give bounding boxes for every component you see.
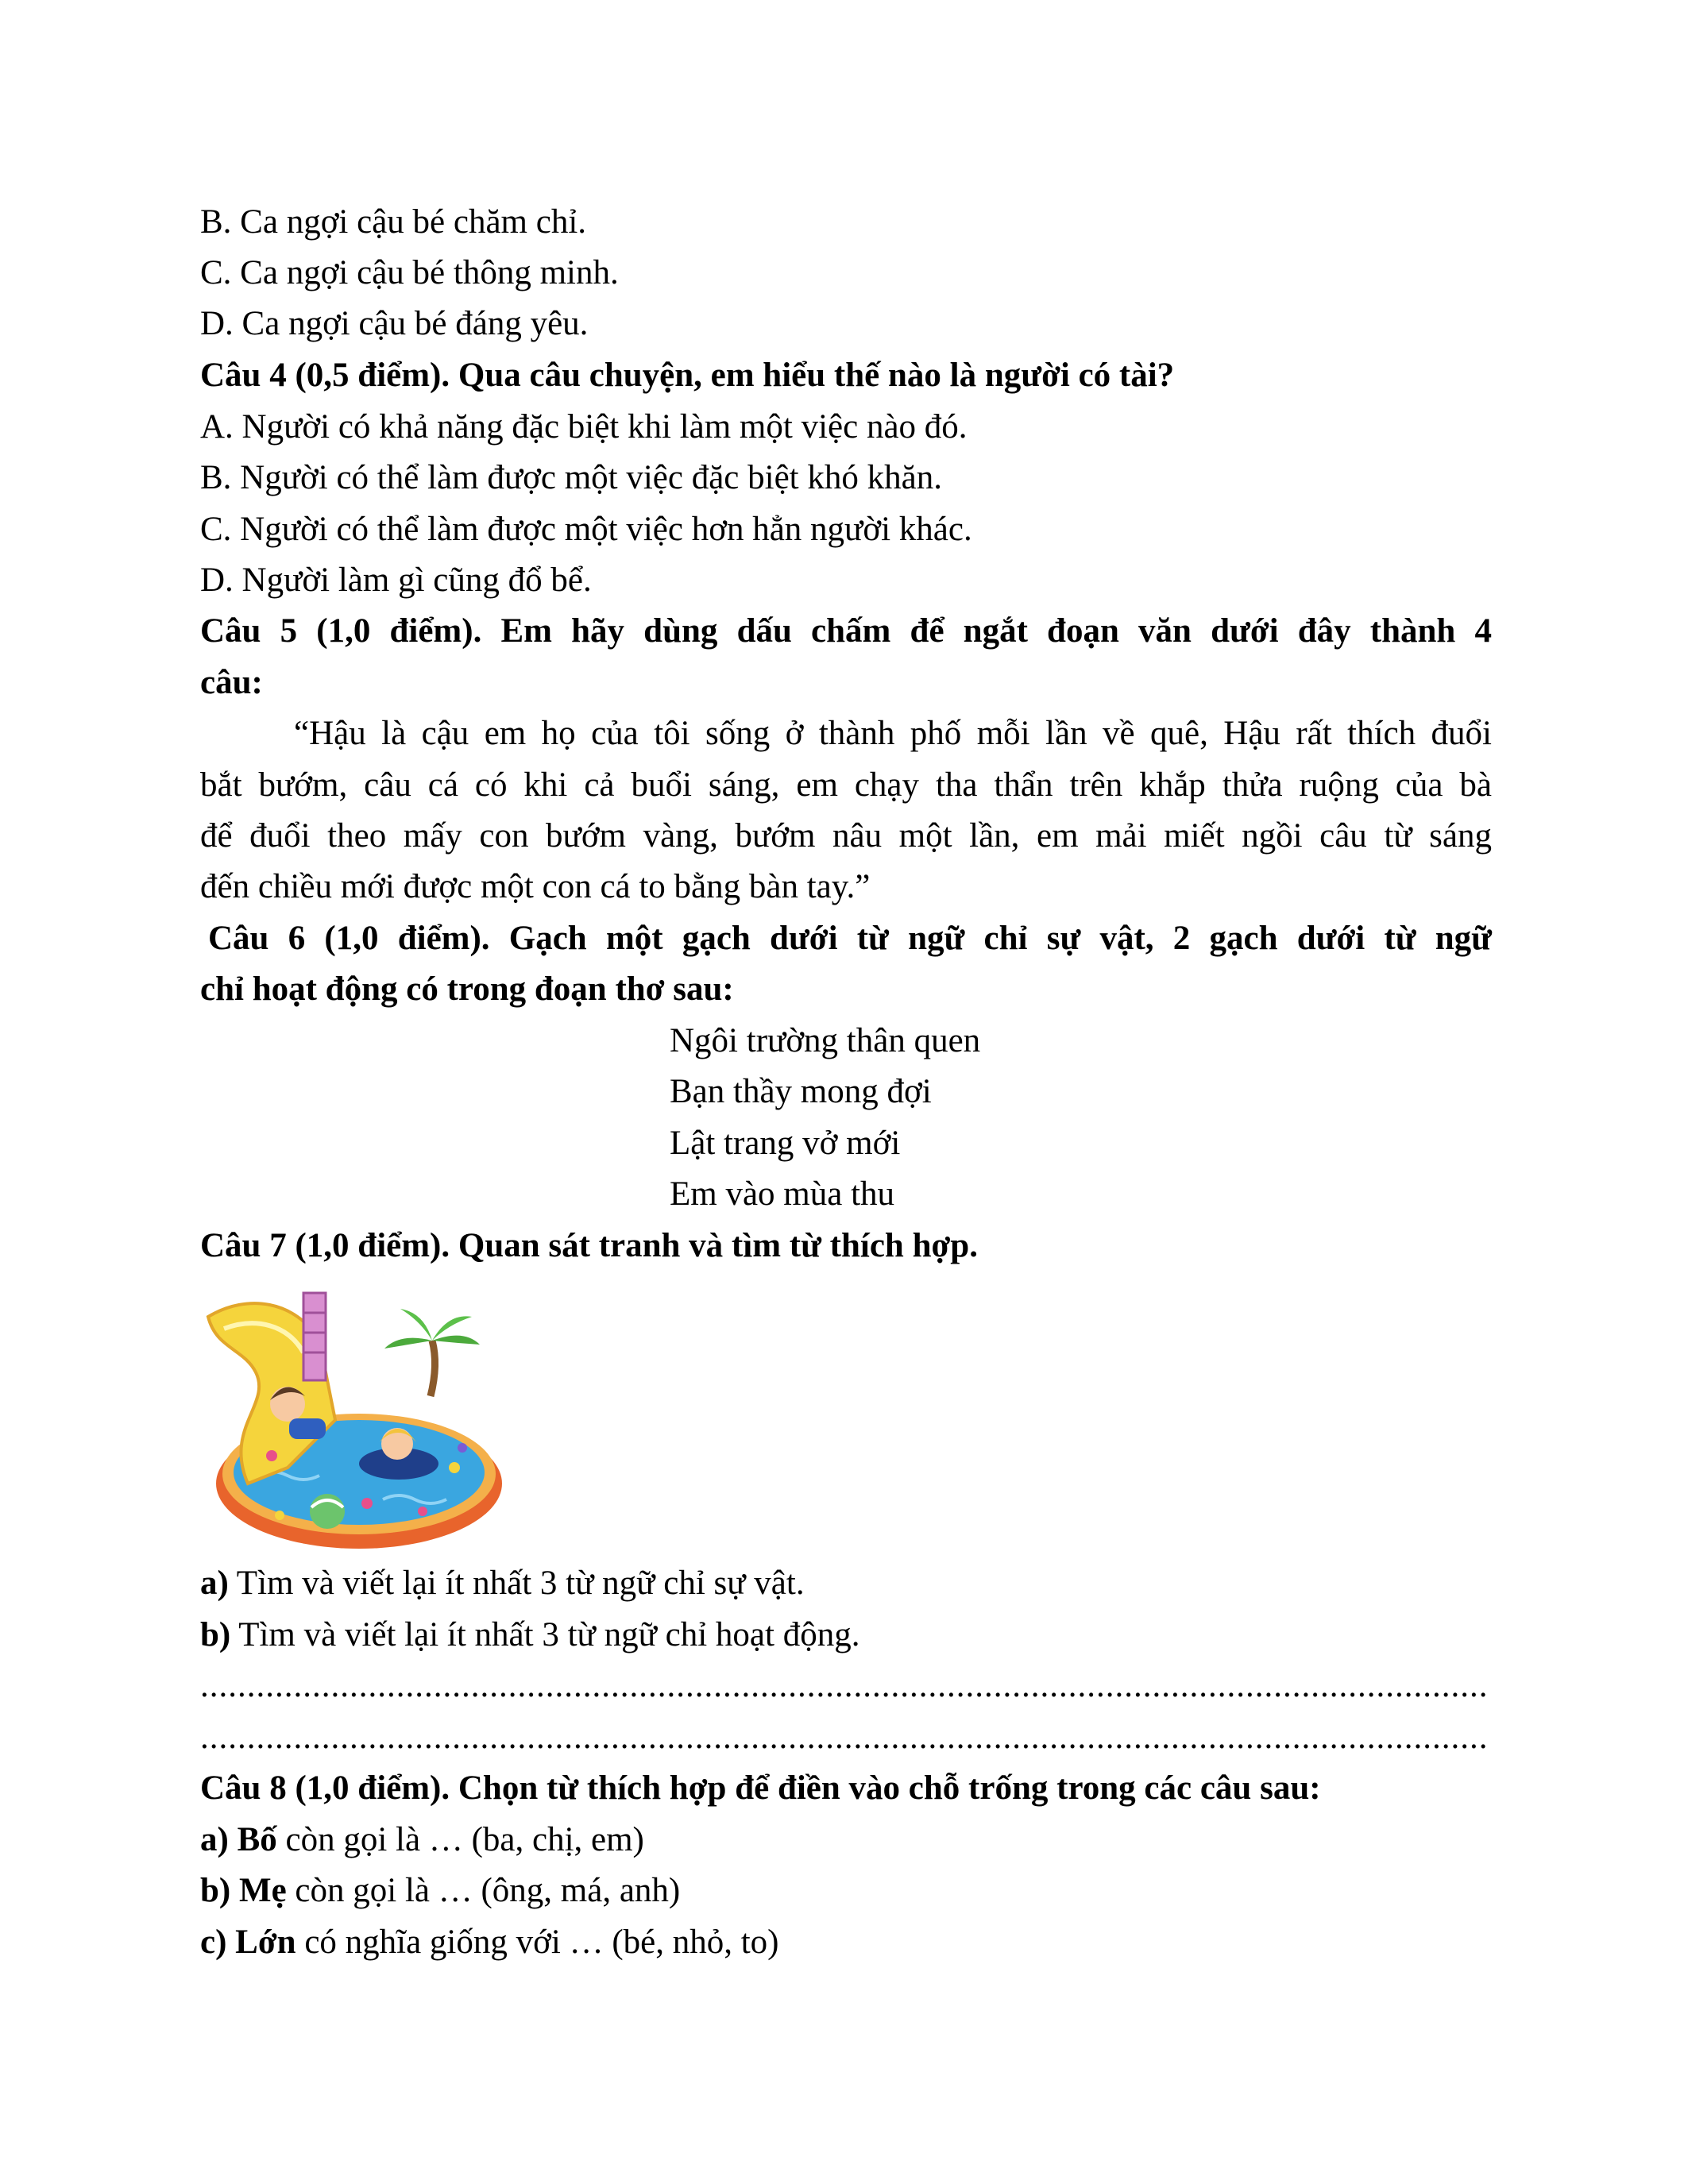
q8-item-label: c) (200, 1924, 236, 1961)
q5-title-line2: câu: (200, 664, 263, 701)
answer-dotted-line: .......................................................................................................................................... (200, 1719, 1489, 1756)
q4-option-d: D. Người làm gì cũng đổ bể. (200, 561, 592, 599)
q3-option-b: B. Ca ngợi cậu bé chăm chỉ. (200, 203, 587, 241)
poem-line: Bạn thầy mong đợi (670, 1073, 932, 1110)
q3-option-c: C. Ca ngợi cậu bé thông minh. (200, 254, 619, 291)
q7-title: Câu 7 (1,0 điểm). Quan sát tranh và tìm từ thích hợp. (200, 1227, 978, 1264)
q5-passage-line3: để đuổi theo mấy con bướm vàng, bướm nâu một lần, em mải miết ngồi câu từ sáng (200, 817, 1492, 855)
q8-item-text: có nghĩa giống với … (bé, nhỏ, to) (295, 1924, 779, 1961)
q7-part-b-text: Tìm và viết lại ít nhất 3 từ ngữ chỉ hoạt động. (230, 1616, 860, 1653)
poem-line: Ngôi trường thân quen (670, 1022, 981, 1059)
q7-part-a-text: Tìm và viết lại ít nhất 3 từ ngữ chỉ sự vật. (228, 1565, 805, 1602)
q8-item-a (200, 1815, 644, 1866)
q4-option-b: B. Người có thể làm được một việc đặc biệt khó khăn. (200, 459, 942, 496)
q8-item-text: còn gọi là … (ông, má, anh) (286, 1872, 681, 1909)
q8-item-word: Mẹ (238, 1872, 287, 1909)
q8-item-label: a) (200, 1821, 238, 1858)
q8-item-c (200, 1917, 778, 1968)
q4-option-a: A. Người có khả năng đặc biệt khi làm một việc nào đó. (200, 408, 968, 446)
q6-title-line1: Câu 6 (1,0 điểm). Gạch một gạch dưới từ ngữ chỉ sự vật, 2 gạch dưới từ ngữ (208, 920, 1492, 957)
water-park-illustration-icon (200, 1285, 510, 1555)
water-park-pool-illustration (200, 1285, 510, 1555)
poem-line: Lật trang vở mới (670, 1125, 901, 1162)
q8-title: Câu 8 (1,0 điểm). Chọn từ thích hợp để điền vào chỗ trống trong các câu sau: (200, 1769, 1321, 1807)
q8-item-word: Lớn (235, 1924, 296, 1961)
q3-option-d: D. Ca ngợi cậu bé đáng yêu. (200, 305, 589, 342)
poem-line: Em vào mùa thu (670, 1175, 895, 1213)
q4-title: Câu 4 (0,5 điểm). Qua câu chuyện, em hiểu thế nào là người có tài? (200, 357, 1175, 394)
q8-item-word: Bố (237, 1821, 277, 1858)
q6-title-line2: chỉ hoạt động có trong đoạn thơ sau: (200, 970, 734, 1008)
q5-passage-line2: bắt bướm, câu cá có khi cả buổi sáng, em chạy tha thẩn trên khắp thửa ruộng của bà (200, 766, 1492, 804)
q7-part-a-label: a) (200, 1565, 229, 1602)
q7-part-a (200, 1558, 805, 1609)
q8-item-label: b) (200, 1872, 239, 1909)
q7-part-b (200, 1610, 859, 1661)
q4-option-c: C. Người có thể làm được một việc hơn hẳn người khác. (200, 511, 972, 548)
q5-title-line1: Câu 5 (1,0 điểm). Em hãy dùng dấu chấm để ngắt đoạn văn dưới đây thành 4 (200, 612, 1492, 650)
q8-item-b (200, 1866, 680, 1916)
q5-passage-line4: đến chiều mới được một con cá to bằng bàn tay.” (200, 868, 871, 905)
q5-passage-line1: “Hậu là cậu em họ của tôi sống ở thành phố mỗi lần về quê, Hậu rất thích đuổi (294, 715, 1492, 752)
answer-dotted-line: .......................................................................................................................................... (200, 1667, 1489, 1704)
q8-item-text: còn gọi là … (ba, chị, em) (276, 1821, 644, 1858)
q7-part-b-label: b) (200, 1616, 231, 1653)
